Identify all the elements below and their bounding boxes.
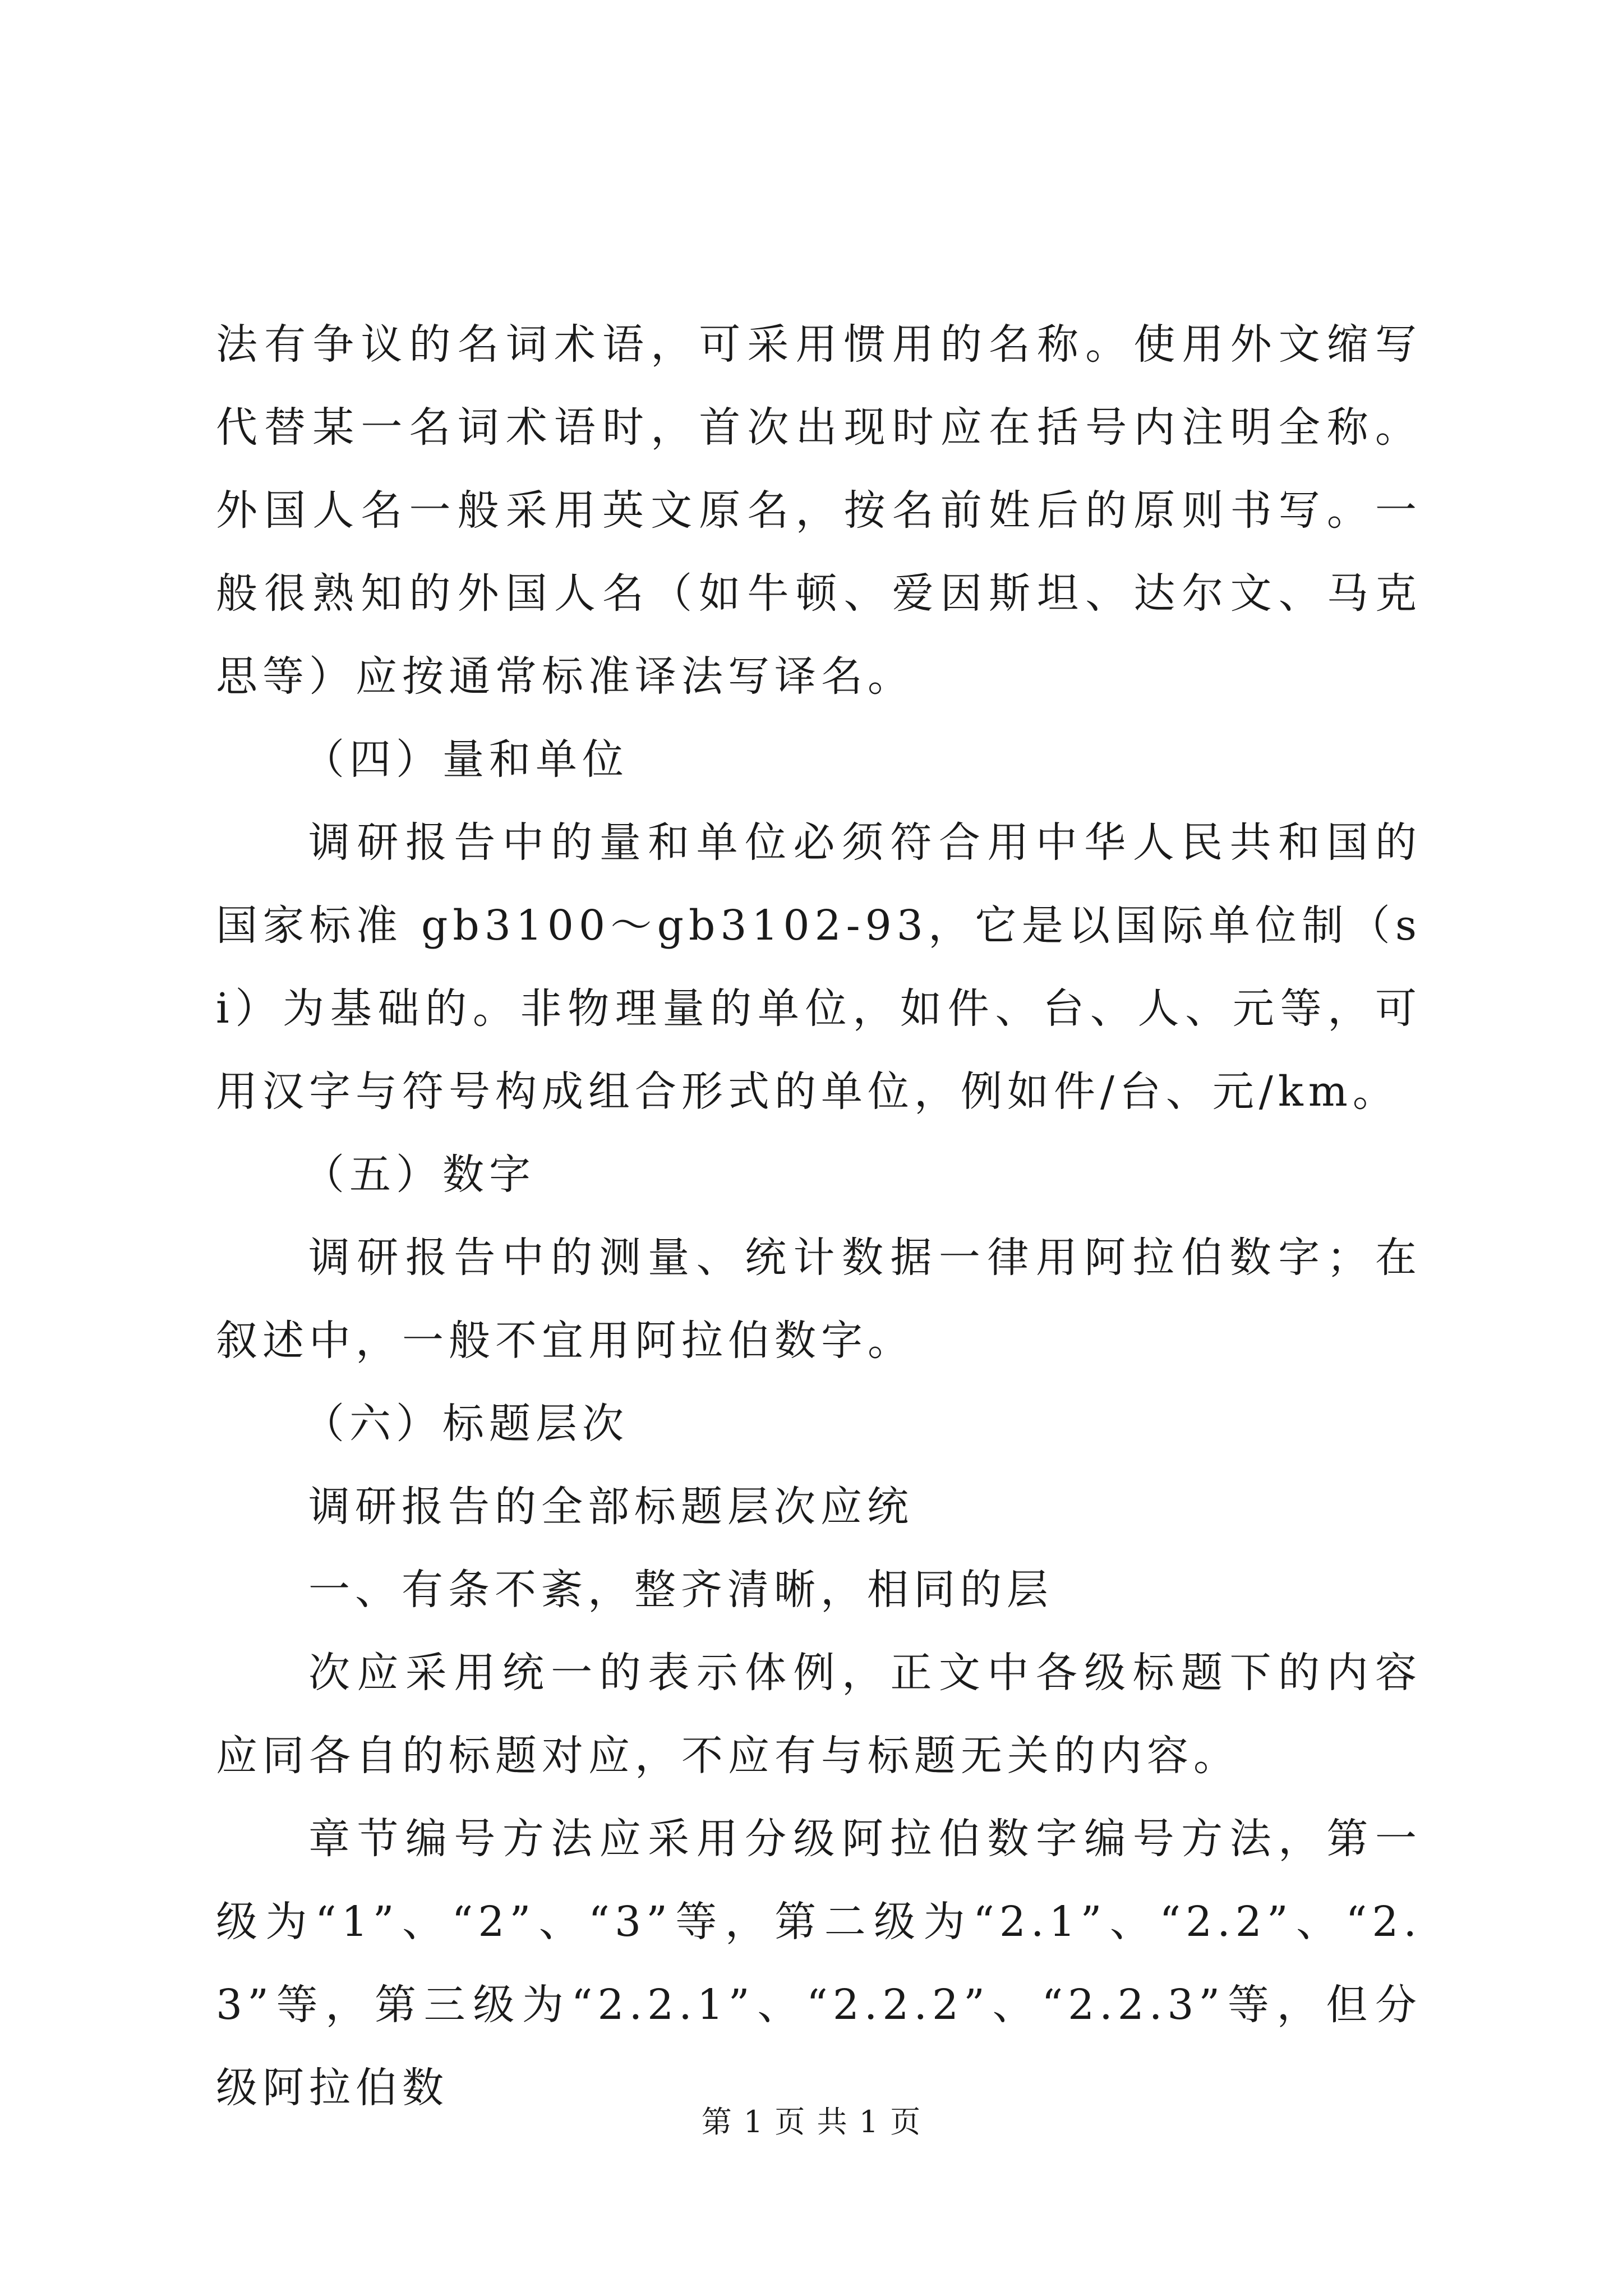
- paragraph: 一、有条不紊，整齐清晰，相同的层: [308, 1566, 1053, 1614]
- document-body: [216, 303, 1422, 2129]
- paragraph: 调研报告中的量和单位必须符合用中华人民共和国的国家标准 gb3100～gb3102-93，它是以国际单位制（si）为基础的。非物理量的单位，如件、台、人、元等，可用汉字与符号构成组合形式的单位，例如件/台、元/km。: [216, 818, 1422, 1116]
- paragraph: 调研报告的全部标题层次应统: [308, 1483, 914, 1531]
- paragraph: 法有争议的名词术语，可采用惯用的名称。使用外文缩写代替某一名词术语时，首次出现时应在括号内注明全称。外国人名一般采用英文原名，按名前姓后的原则书写。一般很熟知的外国人名（如牛顿、爱因斯坦、达尔文、马克思等）应按通常标准译法写译名。: [216, 320, 1422, 701]
- section-heading: （四）量和单位: [303, 735, 629, 784]
- paragraph: 调研报告中的测量、统计数据一律用阿拉伯数字；在叙述中，一般不宜用阿拉伯数字。: [216, 1234, 1422, 1365]
- paragraph: 次应采用统一的表示体例，正文中各级标题下的内容应同各自的标题对应，不应有与标题无关的内容。: [216, 1649, 1422, 1780]
- section-heading: （五）数字: [303, 1151, 536, 1199]
- paragraph: 章节编号方法应采用分级阿拉伯数字编号方法，第一级为“1”、“2”、“3”等，第二级为“2.1”、“2.2”、“2.3”等，第三级为“2.2.1”、“2.2.2”、“2.2.3”等，但分级阿拉伯数: [216, 1815, 1422, 2112]
- section-heading: （六）标题层次: [303, 1400, 629, 1448]
- page-footer: 第 1 页 共 1 页: [701, 2104, 922, 2139]
